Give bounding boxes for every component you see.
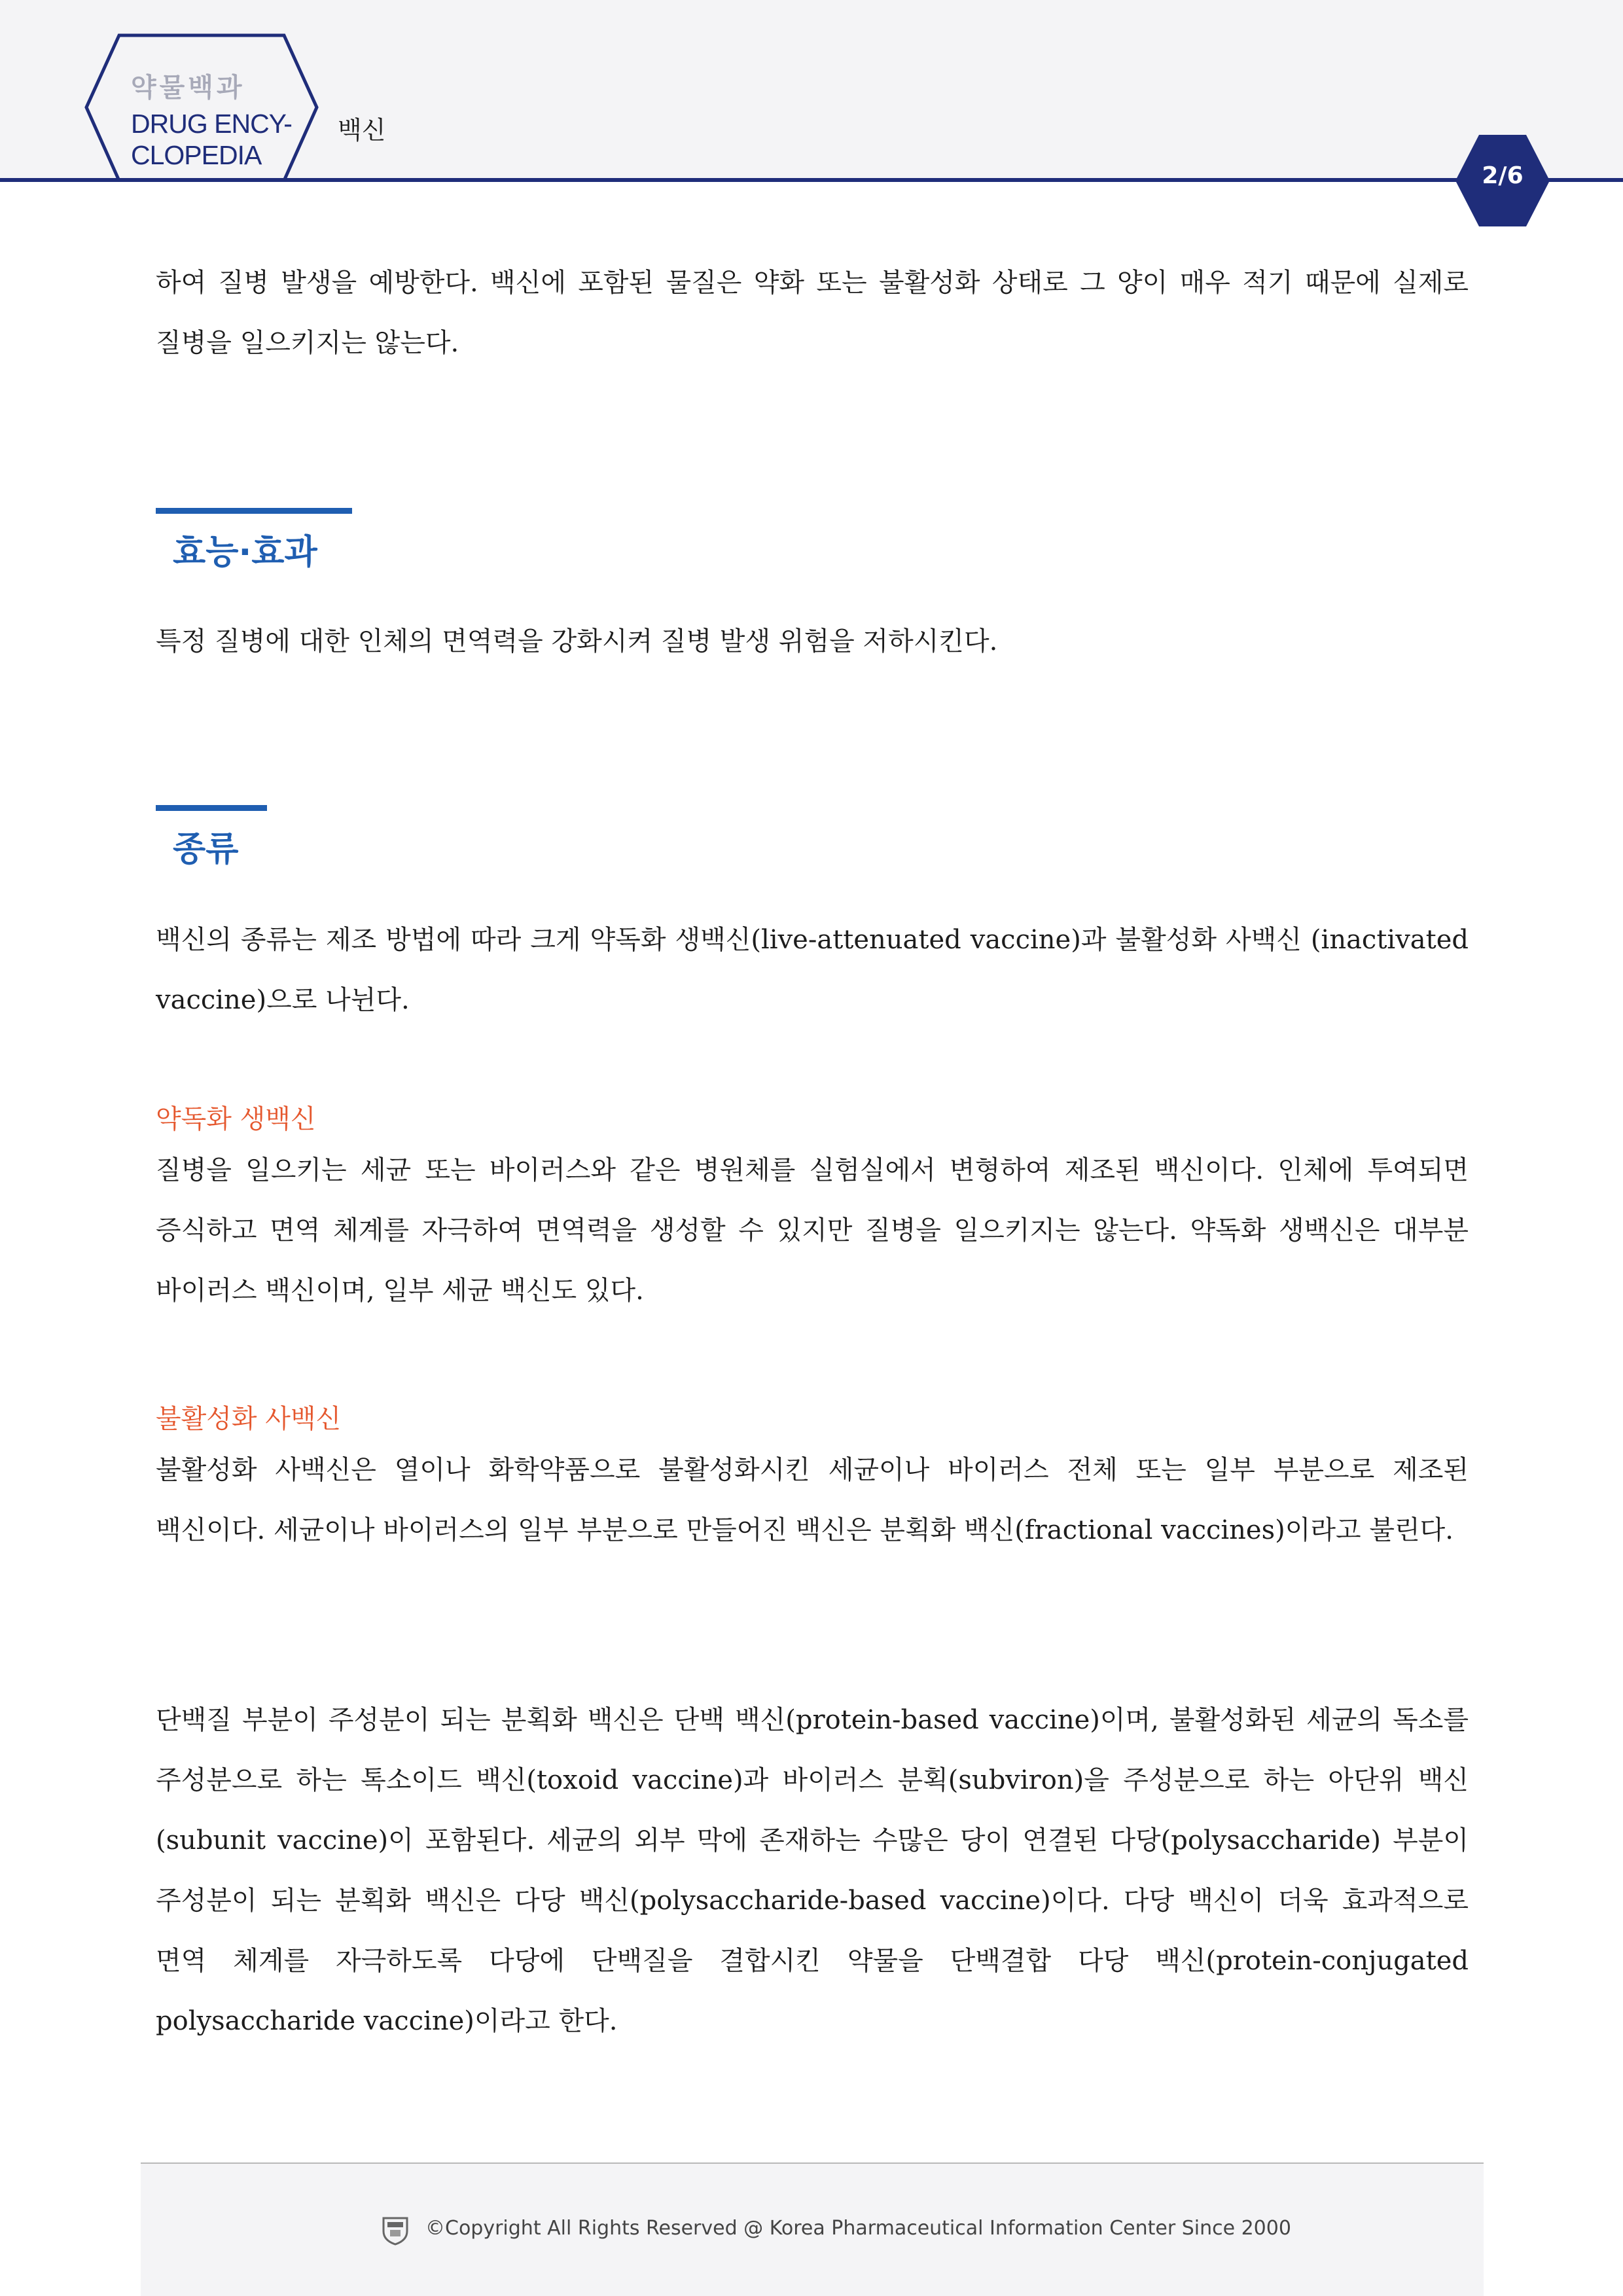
types-section <box>156 805 1469 870</box>
inactivated-paragraph-1: 불활성화 사백신은 열이나 화학약품으로 불활성화시킨 세균이나 바이러스 전체 또는 일부 부분으로 제조된 백신이다. 세균이나 바이러스의 일부 부분으로 만들어진 백신은 분획화 백신(fractional vaccines)이라고 불린다. <box>156 1455 1469 1545</box>
inactivated-vaccine-block <box>156 1399 1469 1560</box>
subsection-title-inactivated: 불활성화 사백신 <box>156 1404 342 1434</box>
footer-copyright: ©Copyright All Rights Reserved @ Korea Pharmaceutical Information Center Since 2000 <box>425 2217 1291 2240</box>
efficacy-paragraph: 특정 질병에 대한 인체의 면역력을 강화시켜 질병 발생 위험을 저하시킨다. <box>156 626 998 656</box>
section-title-efficacy: 효능·효과 <box>173 533 317 572</box>
page-title: 백신 <box>338 116 386 145</box>
logo-english <box>131 108 321 171</box>
types-intro-block <box>156 910 1469 1030</box>
types-intro-paragraph: 백신의 종류는 제조 방법에 따라 크게 약독화 생백신(live-attenuated vaccine)과 불활성화 사백신 (inactivated vaccine)으로 나뉜다. <box>156 925 1469 1015</box>
page-number: 2/6 <box>1482 162 1524 189</box>
efficacy-body <box>156 611 1469 672</box>
live-vaccine-block <box>156 1100 1469 1321</box>
intro-paragraph: 하여 질병 발생을 예방한다. 백신에 포함된 물질은 약화 또는 불활성화 상태로 그 양이 매우 적기 때문에 실제로 질병을 일으키지는 않는다. <box>156 268 1469 358</box>
logo-korean: 약물백과 <box>131 73 245 103</box>
inactivated-paragraph-2: 단백질 부분이 주성분이 되는 분획화 백신은 단백 백신(protein-based vaccine)이며, 불활성화된 세균의 독소를 주성분으로 하는 톡소이드 백신(toxoid vaccine)과 바이러스 분획(subviron)을 주성분으로 하는 아단위 백신(subunit vaccine)이 포함된다. 세균의 외부 막에 존재하는 수많은 당이 연결된 다당(polysaccharide) 부분이 주성분이 되는 분획화 백신은 다당 백신(polysaccharide-based vaccine)이다. 다당 백신이 더욱 효과적으로 면역 체계를 자극하도록 다당에 단백질을 결합시킨 약물을 단백결합 다당 백신(protein-conjugated polysaccharide vaccine)이라고 한다. <box>156 1705 1469 2036</box>
inactivated-vaccine-block-2 <box>156 1690 1469 2051</box>
subsection-title-live: 약독화 생백신 <box>156 1104 316 1134</box>
shield-icon <box>381 2215 410 2246</box>
logo-english-line <box>131 108 321 171</box>
intro-block <box>156 253 1469 373</box>
section-title-types: 종류 <box>173 830 239 869</box>
section-bar <box>156 508 352 514</box>
live-vaccine-paragraph: 질병을 일으키는 세균 또는 바이러스와 같은 병원체를 실험실에서 변형하여 제조된 백신이다. 인체에 투여되면 증식하고 면역 체계를 자극하여 면역력을 생성할 수 있지만 질병을 일으키지는 않는다. 약독화 생백신은 대부분 바이러스 백신이며, 일부 세균 백신도 있다. <box>156 1155 1469 1306</box>
section-bar <box>156 805 267 811</box>
efficacy-section <box>156 508 1469 573</box>
logo-english-text: DRUG ENCY- CLOPEDIA <box>131 109 292 170</box>
